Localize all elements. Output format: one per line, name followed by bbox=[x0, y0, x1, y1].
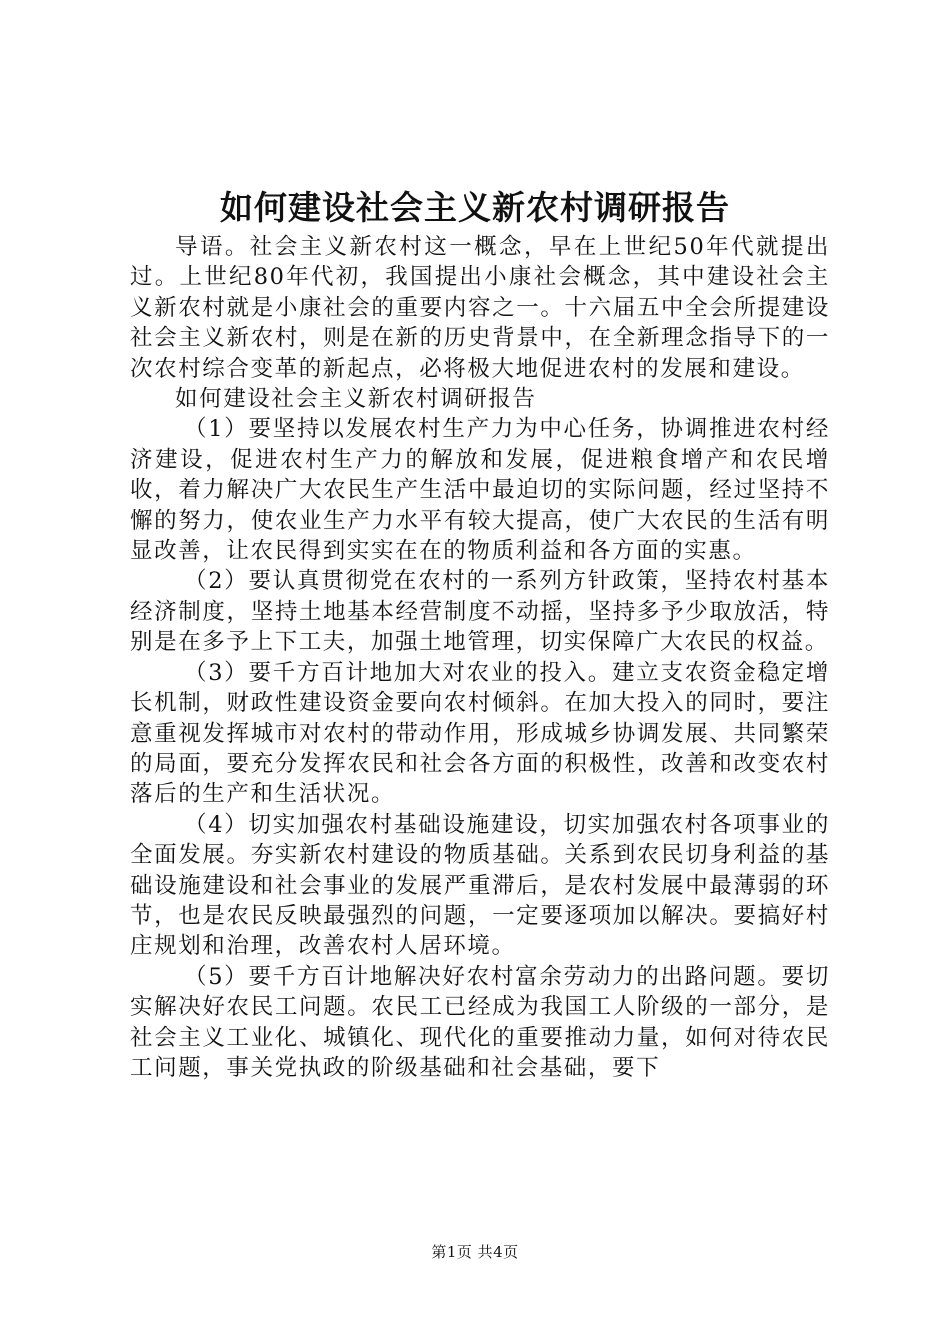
page-number-footer: 第1页 共4页 bbox=[431, 1243, 519, 1261]
document-title: 如何建设社会主义新农村调研报告 bbox=[220, 188, 730, 227]
point-2-paragraph: （2）要认真贯彻党在农村的一系列方针政策，坚持农村基本经济制度，坚持土地基本经营制度不动摇，坚持多予少取放活，特别是在多予上下工夫，加强土地管理，切实保障广大农民的权益。 bbox=[130, 568, 830, 656]
point-1-paragraph: （1）要坚持以发展农村生产力为中心任务，协调推进农村经济建设，促进农村生产力的解放和发展，促进粮食增产和农民增收，着力解决广大农民生产生活中最迫切的实际问题，经过坚持不懈的努力，使农业生产力水平有较大提高，使广大农民的生活有明显改善，让农民得到实实在在的物质利益和各方面的实惠。 bbox=[130, 416, 830, 565]
point-5-paragraph: （5）要千方百计地解决好农村富余劳动力的出路问题。要切实解决好农民工问题。农民工已经成为我国工人阶级的一部分，是社会主义工业化、城镇化、现代化的重要推动力量，如何对待农民工问题，事关党执政的阶级基础和社会基础，要下 bbox=[130, 963, 830, 1081]
subtitle-paragraph: 如何建设社会主义新农村调研报告 bbox=[175, 386, 537, 413]
point-4-paragraph: （4）切实加强农村基础设施建设，切实加强农村各项事业的全面发展。夯实新农村建设的物质基础。关系到农民切身利益的基础设施建设和社会事业的发展严重滞后，是农村发展中最薄弱的环节，也是农民反映最强烈的问题，一定要逐项加以解决。要搞好村庄规划和治理，改善农村人居环境。 bbox=[130, 811, 830, 960]
point-3-paragraph: （3）要千方百计地加大对农业的投入。建立支农资金稳定增长机制，财政性建设资金要向农村倾斜。在加大投入的同时，要注意重视发挥城市对农村的带动作用，形成城乡协调发展、共同繁荣的局面，要充分发挥农民和社会各方面的积极性，改善和改变农村落后的生产和生活状况。 bbox=[130, 659, 830, 808]
intro-paragraph: 导语。社会主义新农村这一概念，早在上世纪50年代就提出过。上世纪80年代初，我国提出小康社会概念，其中建设社会主义新农村就是小康社会的重要内容之一。十六届五中全会所提建设社会主义新农村，则是在新的历史背景中，在全新理念指导下的一次农村综合变革的新起点，必将极大地促进农村的发展和建设。 bbox=[130, 234, 830, 382]
document-body bbox=[130, 232, 830, 1083]
